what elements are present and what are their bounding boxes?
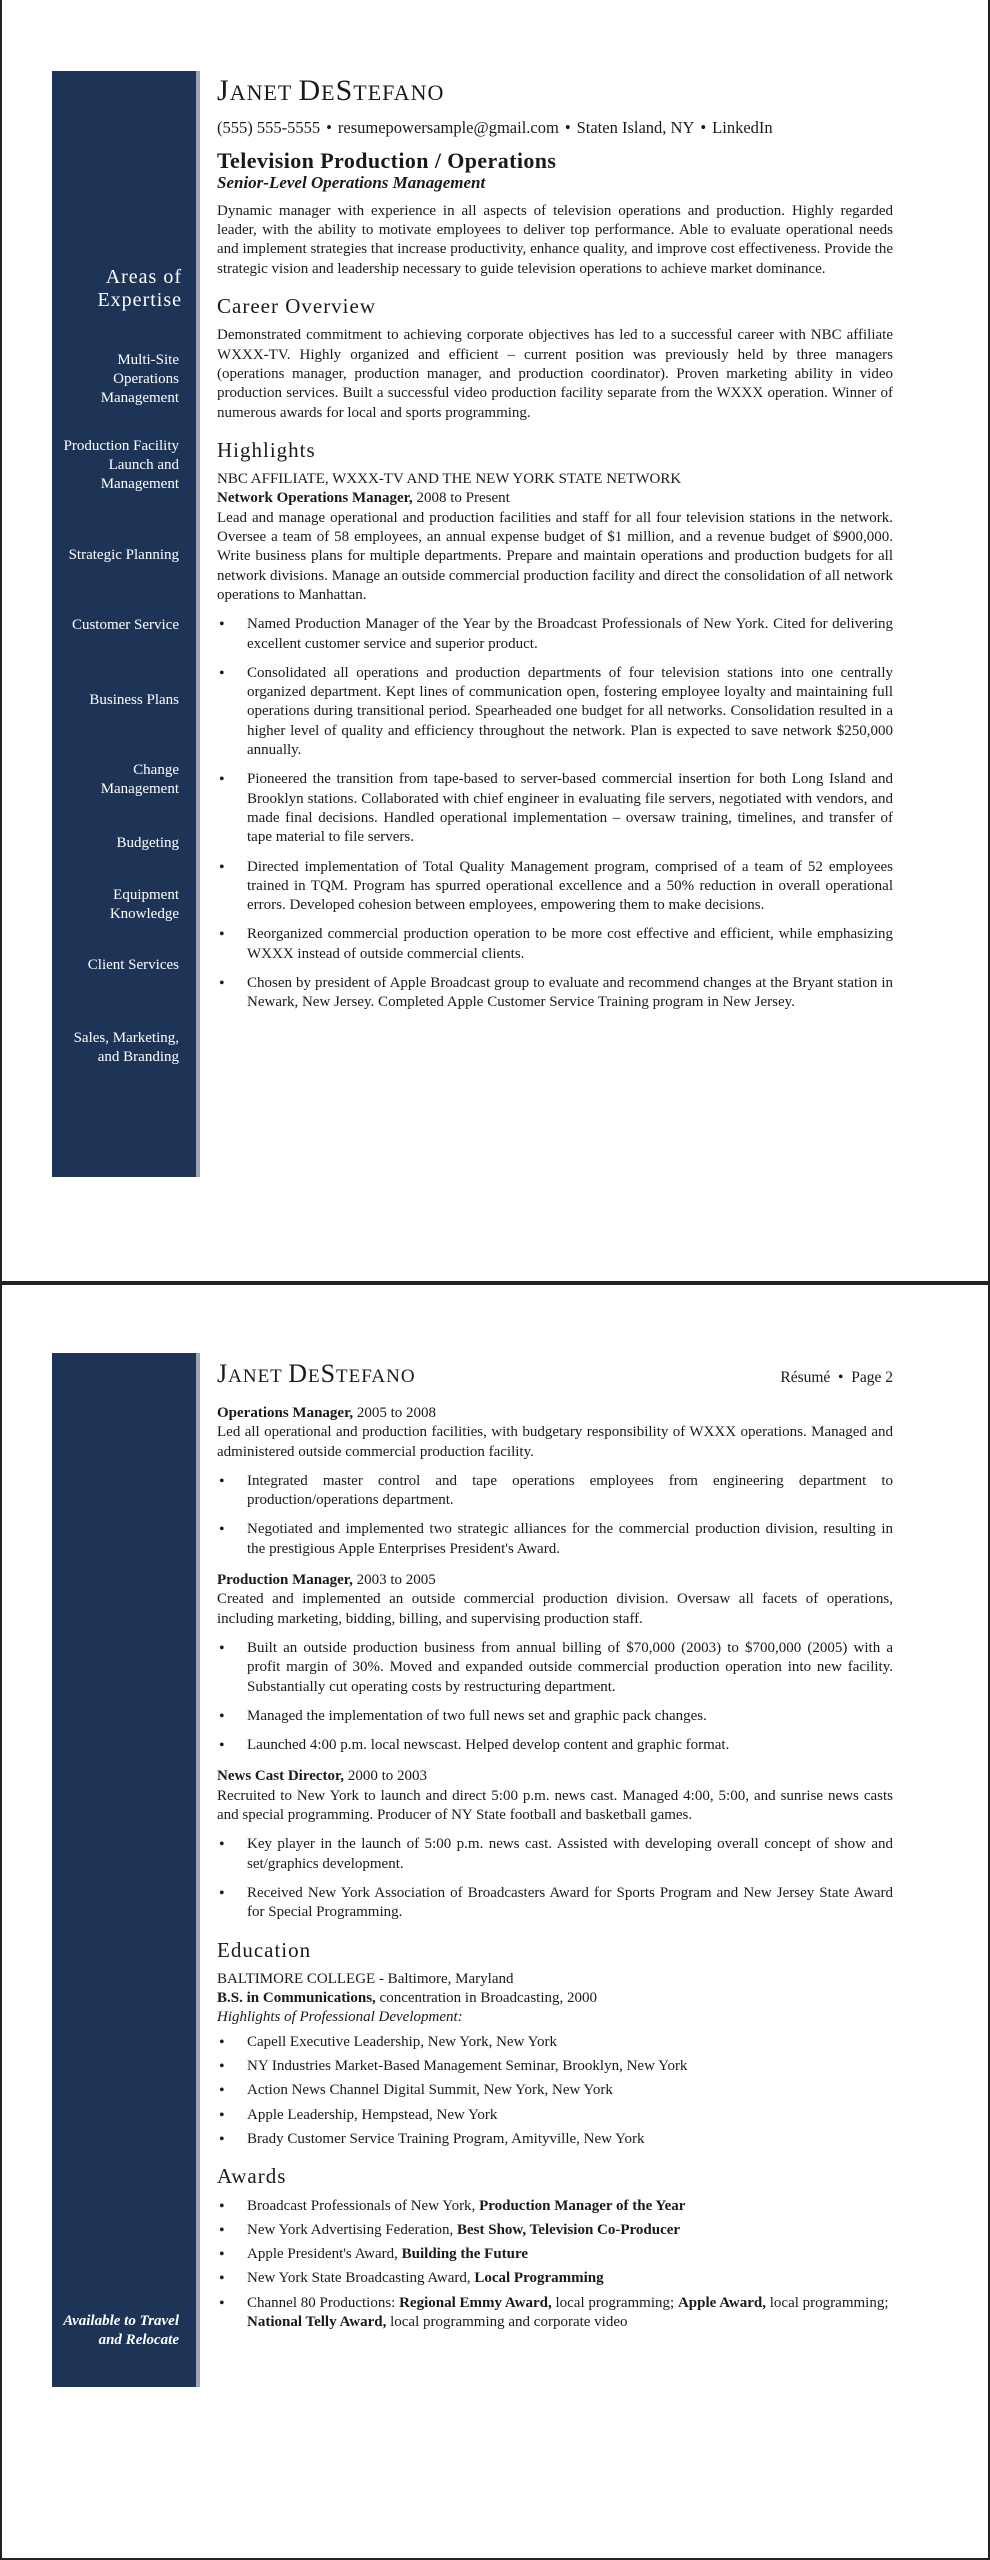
job-bullets	[217, 1472, 893, 1559]
expertise-item: Budgeting	[116, 835, 179, 851]
degree: B.S. in Communications, concentration in Broadcasting, 2000	[217, 1990, 597, 2007]
list-item: • New York Advertising Federation, Best Show, Television Co-Producer	[217, 2221, 893, 2240]
pd-label: Highlights of Professional Development:	[217, 2009, 463, 2026]
email-link[interactable]: resumepowersample@gmail.com	[337, 118, 559, 137]
career-overview-text: Demonstrated commitment to achieving corporate objectives has led to a successful career with NBC affiliate WXXX-TV. Highly organized and efficient – current position was previously held by three managers (operations manager, production manager, and production coordinator). Proven marketing ability in video production services. Built a successful video production facility separate from the WXXX operation. Winner of numerous awards for local and sports programming.	[217, 327, 893, 421]
role-line: Production Manager, 2003 to 2005	[217, 1572, 436, 1589]
role-description: Created and implemented an outside commercial production division. Oversaw all facets of operations, including marketing, bidding, billing, and supervising production staff.	[217, 1591, 893, 1627]
list-item: • Consolidated all operations and production departments of four television stations into one centrally organized department. Kept lines of communication open, fostering employee loyalty and maintaining full operations during transitional period. Spearheaded one budget for all networks. Consolidation resulted in a higher level of quality and efficiency throughout the network. Plan is expected to save network $250,000 annually.	[217, 664, 893, 760]
linkedin-link[interactable]: LinkedIn	[712, 118, 773, 137]
resume-page-2	[0, 1283, 990, 2560]
list-item: • Apple Leadership, Hempstead, New York	[217, 2106, 893, 2125]
page2-header	[217, 1357, 893, 1394]
list-item: • Channel 80 Productions: Regional Emmy Award, local programming; Apple Award, local programming; National Telly Award, local programming and corporate video	[217, 2294, 893, 2333]
pd-list	[217, 2033, 893, 2149]
job-entry	[217, 1404, 893, 1559]
highlights-list	[217, 615, 893, 1012]
list-item: • Integrated master control and tape operations employees from engineering department to production/operations department.	[217, 1472, 893, 1511]
page1-content	[217, 74, 893, 1013]
location: Staten Island, NY	[576, 118, 695, 137]
expertise-item: Customer Service	[71, 617, 179, 633]
summary: Dynamic manager with experience in all aspects of television operations and production. Highly regarded leader, with the ability to motivate employees to deliver top performance. Able to evaluate operational needs and implement strategies that increase productivity, enhance quality, and improve cost effectiveness. Provide the strategic vision and leadership necessary to guide television operations to achieve market dominance.	[217, 202, 893, 277]
phone: (555) 555-5555	[217, 118, 321, 137]
role-line: News Cast Director, 2000 to 2003	[217, 1768, 427, 1785]
subheadline: Senior-Level Operations Management	[217, 172, 486, 192]
candidate-name: JANET DESTEFANO	[217, 74, 445, 107]
section-title-education: Education	[217, 1937, 312, 1962]
job-entry	[217, 1571, 893, 1755]
list-item: • Capell Executive Leadership, New York, New York	[217, 2033, 893, 2052]
role-description: Recruited to New York to launch and direct 5:00 p.m. news cast. Managed 4:00, 5:00, and sunrise news casts and special programming. Producer of NY State football and basketball games.	[217, 1787, 893, 1824]
role-line: Network Operations Manager, 2008 to Present	[217, 490, 510, 507]
list-item: • Launched 4:00 p.m. local newscast. Helped develop content and graphic format.	[217, 1736, 893, 1755]
list-item: • Pioneered the transition from tape-based to server-based commercial insertion for both Long Island and Brooklyn stations. Collaborated with chief engineer in evaluating file servers, negotiated with vendors, and made final decisions. Handled operational implementation – oversaw training, timelines, and transfer of tape material to file servers.	[217, 770, 893, 847]
page-number: Résumé • Page 2	[780, 1369, 893, 1386]
section-title-career-overview: Career Overview	[217, 294, 377, 319]
candidate-name: JANET DESTEFANO	[217, 1359, 416, 1388]
sidebar-panel	[52, 1353, 200, 2387]
section-title-highlights: Highlights	[217, 437, 316, 462]
expertise-item: Multi-Site Operations Management	[100, 352, 179, 406]
list-item: • Directed implementation of Total Quality Management program, comprised of a team of 52 employees trained in TQM. Program has spurred operational excellence and a 50% reduction in overall operational errors. Developed cohesion between employees, empowering them to make decisions.	[217, 858, 893, 916]
job-entry	[217, 1767, 893, 1922]
expertise-item: Strategic Planning	[68, 547, 179, 563]
role-line: Operations Manager, 2005 to 2008	[217, 1405, 437, 1421]
page2-content	[217, 1357, 893, 2332]
list-item: • Built an outside production business from annual billing of $70,000 (2003) to $700,000 (2005) with a profit margin of 30%. Moved and expanded outside commercial production operation into new facility. Substantially cut operating costs by restructuring department.	[217, 1639, 893, 1697]
job-bullets	[217, 1835, 893, 1922]
list-item: • New York State Broadcasting Award, Local Programming	[217, 2269, 893, 2288]
section-title-awards: Awards	[217, 2164, 287, 2189]
awards-list	[217, 2197, 893, 2333]
headline: Television Production / Operations	[217, 148, 557, 174]
job-bullets	[217, 1639, 893, 1755]
list-item: • Brady Customer Service Training Program, Amityville, New York	[217, 2130, 893, 2149]
expertise-item: Business Plans	[89, 692, 179, 708]
expertise-item: Equipment Knowledge	[109, 887, 179, 922]
expertise-item: Change Management	[100, 762, 179, 797]
list-item: • Managed the implementation of two full news set and graphic pack changes.	[217, 1707, 893, 1726]
areas-of-expertise-title: Areas of Expertise	[97, 266, 182, 311]
list-item: • Named Production Manager of the Year by the Broadcast Professionals of New York. Cited for delivering excellent customer service and superior product.	[217, 615, 893, 654]
expertise-item: Sales, Marketing, and Branding	[73, 1030, 179, 1065]
list-item: • Negotiated and implemented two strategic alliances for the commercial production division, resulting in the prestigious Apple Enterprises President's Award.	[217, 1520, 893, 1559]
list-item: • Key player in the launch of 5:00 p.m. news cast. Assisted with developing overall concept of show and set/graphics development.	[217, 1835, 893, 1874]
list-item: • NY Industries Market-Based Management Seminar, Brooklyn, New York	[217, 2057, 893, 2076]
list-item: • Broadcast Professionals of New York, Production Manager of the Year	[217, 2197, 893, 2216]
list-item: • Received New York Association of Broadcasters Award for Sports Program and New Jersey State Award for Special Programming.	[217, 1884, 893, 1923]
contact-line: (555) 555-5555 • resumepowersample@gmail.com • Staten Island, NY • LinkedIn	[217, 118, 773, 137]
role-description: Led all operational and production facilities, with budgetary responsibility of WXXX operations. Managed and administered outside commercial production facility.	[217, 1424, 893, 1460]
availability-note: Available to Travel and Relocate	[63, 2313, 179, 2348]
employer: NBC AFFILIATE, WXXX-TV AND THE NEW YORK STATE NETWORK	[217, 471, 682, 488]
list-item: • Action News Channel Digital Summit, New York, New York	[217, 2081, 893, 2100]
sidebar-panel	[52, 71, 200, 1177]
role-description: Lead and manage operational and production facilities and staff for all four television stations in the network. Oversee a team of 58 employees, an annual expense budget of $1 million, and a revenue budget of $900,000. Write business plans for multiple departments. Prepare and maintain operations and production budgets for all network divisions. Manage an outside commercial production facility and direct the consolidation of all network operations to Manhattan.	[217, 509, 893, 603]
school: BALTIMORE COLLEGE - Baltimore, Maryland	[217, 1970, 514, 1987]
list-item: • Chosen by president of Apple Broadcast group to evaluate and recommend changes at the Bryant station in Newark, New Jersey. Completed Apple Customer Service Training program in New Jersey.	[217, 974, 893, 1013]
list-item: • Apple President's Award, Building the Future	[217, 2245, 893, 2264]
expertise-item: Production Facility Launch and Management	[63, 438, 179, 492]
expertise-item: Client Services	[87, 957, 179, 973]
list-item: • Reorganized commercial production operation to be more cost effective and efficient, while emphasizing WXXX instead of outside commercial clients.	[217, 925, 893, 964]
